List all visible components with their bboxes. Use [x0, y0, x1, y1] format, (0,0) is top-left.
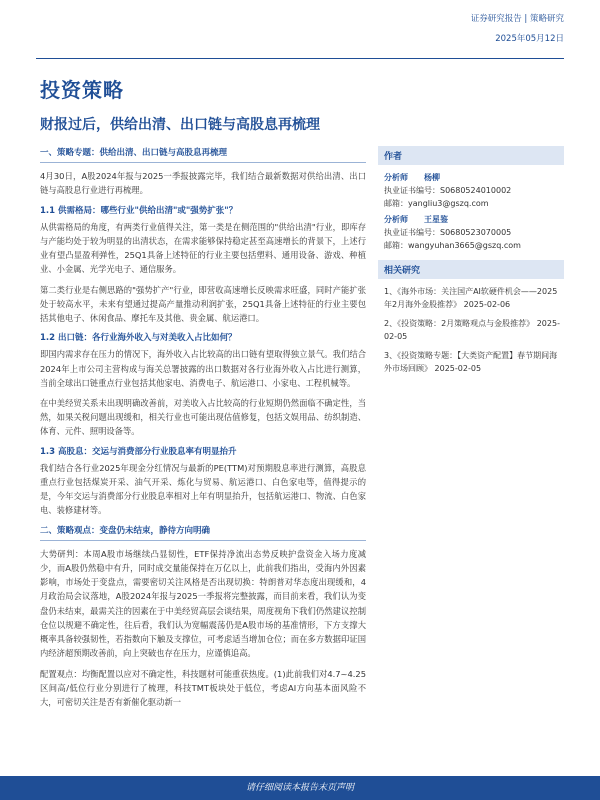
report-date: 2025年05月12日	[495, 34, 564, 44]
paragraph: 即国内需求存在压力的情况下，海外收入占比较高的出口链有望取得独立景气。我们结合2024年上市公司主营构成与海关总署披露的出口数据对各行业海外收入占比进行测算，当前全球出口链重点行业包括其他家电、消费电子、航运港口、小家电、工程机械等。	[40, 349, 366, 388]
main-content	[40, 146, 366, 715]
authors-heading: 作者	[378, 146, 564, 165]
subsection-heading: 1.3 高股息：交运与消费部分行业股息率有明显抬升	[40, 446, 237, 457]
report-subtitle: 财报过后，供给出清、出口链与高股息再梳理	[40, 117, 320, 133]
section-heading: 二、策略观点：变盘仍未结束，静待方向明确	[40, 525, 211, 536]
author-cert: 执业证书编号：S0680523070005	[384, 228, 512, 237]
paragraph: 第二类行业是右侧思路的"强势扩产"行业，即营收高速增长反映需求旺盛，同时产能扩张处于较高水平，未来有望通过提高产量推动利润扩张，25Q1具备上述特征的行业主要包括其他电子、休闲食品、摩托车及其他、贵金属、航运港口。	[40, 284, 366, 324]
section-divider	[40, 162, 366, 163]
author-block	[384, 171, 564, 210]
paragraph: 在中美经贸关系未出现明确改善前，对美收入占比较高的行业短期仍然面临不确定性，当然，如果关税问题出现缓和，相关行业也可能出现估值修复，包括文娱用品、纺织制造、体育、元件、照明设备等。	[40, 398, 366, 437]
author-email: 邮箱：wangyuhan3665@gszq.com	[384, 241, 521, 250]
paragraph: 大势研判：本周A股市场继续凸显韧性，ETF保持净流出态势反映护盘资金入场力度减少，而A股仍然稳中有升，同时成交量能保持在万亿以上，此前我们指出，受海内外因素影响，市场处于变盘点，需要密切关注风格是否出现切换：特朗普对华态度出现缓和，4月政治局会议落地，A股2024年报与2025一季报将完整披露，而目前来看，我们认为变盘仍未结束，最需关注的因素在于中美经贸高层会谈结果，周度视角下我们仍然建议控制仓位以规避不确定性，往后看，我们认为宽幅震荡仍是A股市场的基准情形，下方支撑大概率具备较强韧性，若指数向下触及支撑位，可考虑适当增加仓位；而在多方数据印证国内经济超预期改善前，向上突破也存在压力，应谨慎追高。	[40, 548, 366, 659]
page-title: 投资策略	[40, 78, 124, 102]
sidebar	[378, 146, 564, 381]
author-cert: 执业证书编号：S0680524010002	[384, 186, 512, 195]
related-item[interactable]: 3、《投资策略专题：【大类资产配置】春节期间海外市场回顾》 2025-02-05	[384, 351, 558, 373]
header-divider	[36, 58, 564, 59]
header-info	[471, 12, 564, 44]
paragraph: 我们结合各行业2025年现金分红情况与最新的PE(TTM)对预期股息率进行测算，高股息重点行业包括煤炭开采、油气开采、炼化与贸易、航运港口、白色家电等，值得提示的是，今年交运与消费部分行业股息率相对上年有明显抬升，包括航运港口、物流、白色家电、装修建材等。	[40, 462, 366, 516]
report-type: 证券研究报告 | 策略研究	[470, 14, 564, 24]
author-role: 分析师	[384, 173, 408, 182]
subsection-heading: 1.2 出口链：各行业海外收入与对美收入占比如何？	[40, 333, 237, 344]
author-name: 王星鉴	[424, 215, 448, 224]
section-heading: 一、策略专题：供给出清、出口链与高股息再梳理	[40, 148, 228, 158]
section-divider	[40, 540, 366, 541]
subsection-heading: 1.1 供需格局：哪些行业"供给出清"或"强势扩张"？	[40, 205, 238, 216]
footer-disclaimer: 请仔细阅读本报告末页声明	[0, 776, 600, 800]
paragraph: 从供需格局的角度，有两类行业值得关注，第一类是在侧范围的"供给出清"行业，即库存与产能均处于较为明显的出清状态，在需求能够保持稳定甚至高速增长的背景下，上述行业有望凸显盈利弹性，25Q1具备上述特征的行业主要包括塑料、通用设备、游戏、种植业、小金属、光学光电子、通信服务。	[40, 221, 366, 275]
author-block	[384, 213, 564, 252]
related-item[interactable]: 1、《海外市场：关注国产AI软硬件机会——2025年2月海外金股推荐》 2025-02-06	[384, 287, 558, 309]
related-heading: 相关研究	[378, 260, 564, 279]
paragraph: 配置观点：均衡配置以应对不确定性，科技题材可能重获热度。(1)此前我们对4.7~4.25区间高/低位行业分别进行了梳理，科技TMT板块处于低位，考虑AI方向基本面风险不大，可密切关注是否有新催化驱动新一	[40, 668, 366, 707]
related-item[interactable]: 2、《投资策略：2月策略观点与金股推荐》 2025-02-05	[384, 319, 560, 341]
author-email: 邮箱：yangliu3@gszq.com	[384, 199, 489, 208]
author-role: 分析师	[384, 215, 408, 224]
author-name: 杨柳	[424, 173, 440, 182]
paragraph: 4月30日，A股2024年报与2025一季报披露完毕，我们结合最新数据对供给出清、出口链与高股息行业进行再梳理。	[40, 171, 366, 196]
